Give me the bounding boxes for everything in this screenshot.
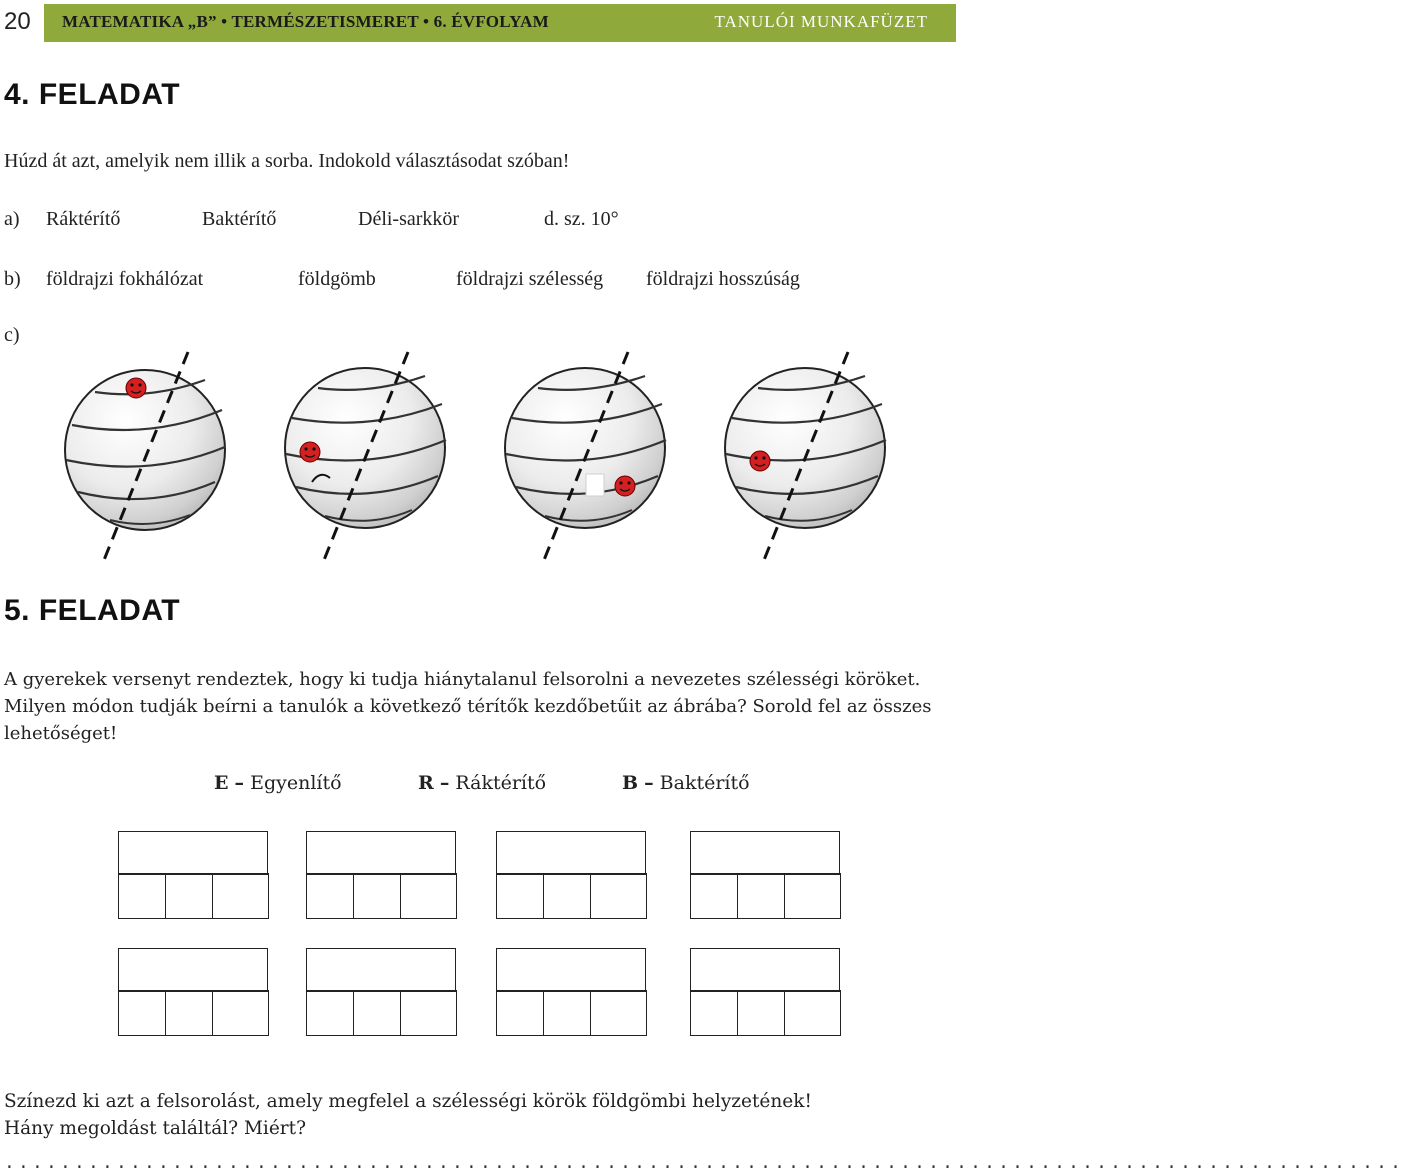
row-a-option-1[interactable]: Ráktérítő xyxy=(46,208,121,230)
answer-grid[interactable] xyxy=(118,831,268,919)
grid-cell[interactable] xyxy=(784,990,841,1036)
smiley-icon xyxy=(750,451,770,471)
grid-cell[interactable] xyxy=(590,873,647,919)
grid-cell[interactable] xyxy=(212,873,269,919)
grid-top-cell[interactable] xyxy=(496,948,646,992)
row-a-option-2[interactable]: Baktérítő xyxy=(202,208,277,230)
legend-egyenlito xyxy=(214,772,342,794)
grid-top-cell[interactable] xyxy=(690,831,840,875)
row-b-option-3[interactable]: földrajzi szélesség xyxy=(456,268,604,290)
answer-grid[interactable] xyxy=(690,948,840,1036)
grid-top-cell[interactable] xyxy=(306,948,456,992)
row-a-option-4[interactable]: d. sz. 10° xyxy=(544,208,619,230)
grid-cell[interactable] xyxy=(306,990,354,1036)
grid-cell[interactable] xyxy=(165,873,213,919)
task-5-paragraph-line-1: A gyerekek versenyt rendeztek, hogy ki tudja hiánytalanul felsorolni a nevezetes szélességi köröket. xyxy=(4,669,921,690)
grid-top-cell[interactable] xyxy=(496,831,646,875)
task-4-instruction: Húzd át azt, amelyik nem illik a sorba. Indokold választásodat szóban! xyxy=(4,150,570,172)
task-4-title: 4. FELADAT xyxy=(4,78,181,111)
grid-cell[interactable] xyxy=(212,990,269,1036)
grid-cell[interactable] xyxy=(118,990,166,1036)
header-subject-title: MATEMATIKA „B” • TERMÉSZETISMERET • 6. ÉVFOLYAM xyxy=(62,12,549,31)
grid-cell[interactable] xyxy=(543,990,591,1036)
answer-grid[interactable] xyxy=(690,831,840,919)
row-a-label: a) xyxy=(4,208,20,230)
task-5-paragraph-line-3: lehetőséget! xyxy=(4,723,118,744)
closing-line-1: Színezd ki azt a felsorolást, amely megfelel a szélességi körök földgömbi helyzetének! xyxy=(4,1091,812,1112)
row-b-label: b) xyxy=(4,268,21,290)
grid-cell[interactable] xyxy=(353,990,401,1036)
grid-cell[interactable] xyxy=(165,990,213,1036)
task-5-title: 5. FELADAT xyxy=(4,594,181,627)
grid-cell[interactable] xyxy=(118,873,166,919)
legend-letter: R xyxy=(418,772,434,794)
grid-cell[interactable] xyxy=(353,873,401,919)
legend-name: Ráktérítő xyxy=(455,772,547,794)
grid-top-cell[interactable] xyxy=(690,948,840,992)
grid-cell[interactable] xyxy=(784,873,841,919)
grid-cell[interactable] xyxy=(590,990,647,1036)
legend-letter: B xyxy=(622,772,639,794)
smiley-icon xyxy=(300,442,320,462)
legend-letter: E xyxy=(214,772,229,794)
grid-cell[interactable] xyxy=(690,990,738,1036)
legend-dash: – xyxy=(439,772,450,794)
globe-icon[interactable] xyxy=(725,352,886,560)
closing-line-2: Hány megoldást találtál? Miért? xyxy=(4,1118,306,1139)
grid-cell[interactable] xyxy=(543,873,591,919)
globe-icon[interactable] xyxy=(505,352,666,560)
globes-figure xyxy=(0,340,960,570)
grid-cell[interactable] xyxy=(306,873,354,919)
row-b-option-1[interactable]: földrajzi fokhálózat xyxy=(46,268,204,290)
legend-name: Egyenlítő xyxy=(250,772,342,794)
grid-cell[interactable] xyxy=(737,873,785,919)
grid-cell[interactable] xyxy=(737,990,785,1036)
grid-cell[interactable] xyxy=(496,873,544,919)
grid-cell[interactable] xyxy=(400,990,457,1036)
row-a-option-3[interactable]: Déli-sarkkör xyxy=(358,208,460,230)
task-5-paragraph-line-2: Milyen módon tudják beírni a tanulók a következő térítők kezdőbetűit az ábrába? Sorold fel az összes xyxy=(4,696,932,717)
header-workbook-title: TANULÓI MUNKAFÜZET xyxy=(714,12,928,31)
legend-name: Baktérítő xyxy=(659,772,750,794)
grid-top-cell[interactable] xyxy=(118,831,268,875)
grid-top-cell[interactable] xyxy=(118,948,268,992)
legend-bakterito xyxy=(622,772,750,794)
row-c-label: c) xyxy=(4,324,20,346)
grid-top-cell[interactable] xyxy=(306,831,456,875)
answer-grid[interactable] xyxy=(496,948,646,1036)
answer-grid[interactable] xyxy=(118,948,268,1036)
grid-cell[interactable] xyxy=(496,990,544,1036)
legend-raktérito xyxy=(418,772,546,794)
legend-dash: – xyxy=(234,772,245,794)
smiley-icon xyxy=(126,378,146,398)
answer-grid[interactable] xyxy=(496,831,646,919)
grid-cell[interactable] xyxy=(690,873,738,919)
answer-grid[interactable] xyxy=(306,948,456,1036)
page-number: 20 xyxy=(4,8,31,35)
row-b-option-2[interactable]: földgömb xyxy=(298,268,376,290)
smiley-icon xyxy=(615,476,635,496)
row-b-option-4[interactable]: földrajzi hosszúság xyxy=(646,268,800,290)
legend-dash: – xyxy=(644,772,654,794)
answer-grid[interactable] xyxy=(306,831,456,919)
answer-dotted-line[interactable]: .................................................................................................... xyxy=(4,1154,1404,1174)
grid-cell[interactable] xyxy=(400,873,457,919)
